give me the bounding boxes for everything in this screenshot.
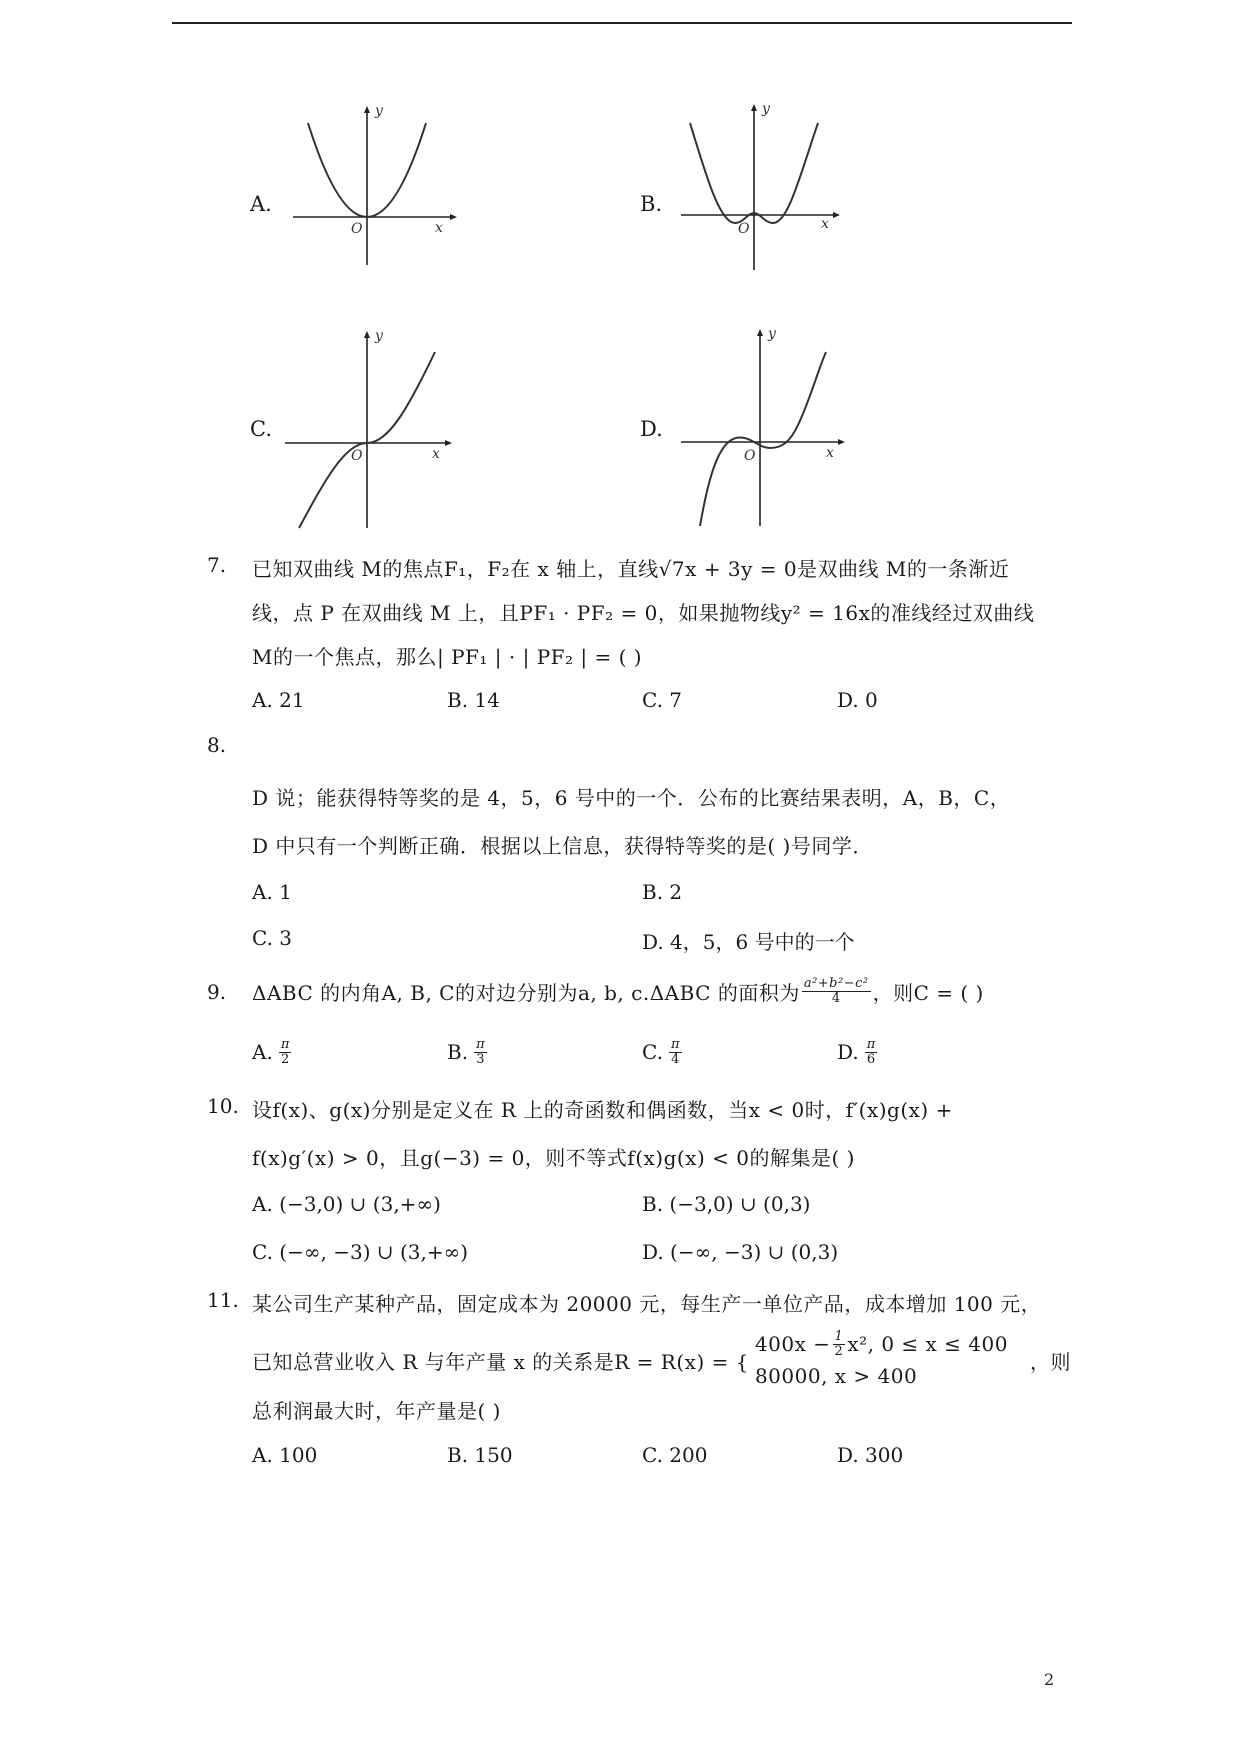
graph-d: [678, 326, 858, 530]
q11-piecewise: [755, 1328, 1008, 1392]
q10-option-b: B. (−3,0) ∪ (0,3): [642, 1192, 811, 1216]
q11-piece-row-2: 80000, x > 400: [754, 1364, 918, 1388]
q10-number: 10.: [207, 1094, 239, 1118]
q7-line-3: M的一个焦点，那么| PF₁ | · | PF₂ | = ( ): [252, 645, 643, 669]
graph-a-label: A.: [250, 192, 272, 216]
header-rule: [172, 22, 1072, 24]
graph-a-origin-label: O: [351, 221, 363, 237]
q9-fraction-denominator: 4: [831, 990, 841, 1006]
graph-b-label: B.: [640, 192, 663, 216]
graph-a: [285, 105, 465, 270]
graph-d-curve: [700, 352, 826, 526]
q8-line-2: D 中只有一个判断正确．根据以上信息，获得特等奖的是( )号同学．: [252, 834, 873, 858]
q8-option-a: A. 1: [252, 880, 292, 904]
q9-option-d-den: 6: [866, 1051, 876, 1067]
q7-option-a: A. 21: [252, 688, 305, 712]
q11-case-frac-num: 1: [834, 1328, 844, 1344]
q9-option-a: [252, 1038, 293, 1066]
q11-line-3: 总利润最大时，年产量是( ): [252, 1399, 501, 1423]
graph-c-label: C.: [250, 417, 272, 441]
q8-option-b: B. 2: [642, 880, 683, 904]
q9-number: 9.: [207, 980, 227, 1004]
q11-line-2-text: 已知总营业收入 R 与年产量 x 的关系是R = R(x) = {: [252, 1349, 749, 1374]
q9-stem-tail: ，则C = ( ): [872, 980, 984, 1005]
q9-stem-text: ΔABC 的内角A, B, C的对边分别为a, b, c.ΔABC 的面积为: [252, 980, 800, 1005]
q11-piece-row-1: [755, 1328, 1008, 1360]
q9-option-b-den: 3: [476, 1051, 485, 1067]
graph-a-y-label: y: [375, 103, 383, 119]
q11-line-2: [252, 1320, 1071, 1400]
q11-option-d: D. 300: [837, 1443, 904, 1467]
graph-c: [285, 330, 465, 530]
q9-option-a-label: A.: [252, 1040, 273, 1065]
q11-option-a: A. 100: [252, 1443, 318, 1467]
q8-option-c: C. 3: [252, 926, 293, 950]
q10-option-d: D. (−∞, −3) ∪ (0,3): [642, 1240, 839, 1264]
q9-option-a-fraction: [279, 1038, 292, 1066]
q9-option-c: [642, 1038, 684, 1066]
graph-d-x-label: x: [826, 445, 834, 461]
q10-option-c: C. (−∞, −3) ∪ (3,+∞): [252, 1240, 469, 1264]
q9-option-b-label: B.: [447, 1040, 469, 1065]
q9-option-c-den: 4: [671, 1051, 680, 1067]
q11-number: 11.: [207, 1288, 239, 1312]
q11-case-1b: x², 0 ≤ x ≤ 400: [847, 1332, 1008, 1356]
q11-line-1: 某公司生产某种产品，固定成本为 20000 元，每生产一单位产品，成本增加 100 元，: [252, 1292, 1042, 1316]
q9-option-b-fraction: [474, 1038, 487, 1066]
q7-line-2: 线，点 P 在双曲线 M 上，且PF₁ · PF₂ = 0，如果抛物线y² = 16x的准线经过双曲线: [252, 601, 1035, 625]
q8-number: 8.: [207, 733, 227, 757]
q9-option-c-fraction: [669, 1038, 682, 1066]
graph-c-origin-label: O: [351, 448, 363, 464]
q11-case-fraction: [833, 1330, 846, 1358]
graph-b-y-label: y: [762, 101, 770, 117]
q10-line-1: 设f(x)、g(x)分别是定义在 R 上的奇函数和偶函数，当x < 0时，f′(x)g(x) +: [252, 1098, 953, 1122]
graph-a-x-label: x: [435, 220, 443, 236]
graph-c-y-label: y: [375, 328, 383, 344]
q11-option-b: B. 150: [447, 1443, 513, 1467]
q7-number: 7.: [207, 553, 227, 577]
graph-d-y-label: y: [768, 326, 776, 342]
q9-option-b: [447, 1038, 489, 1066]
q11-case-1a: 400x −: [754, 1332, 831, 1356]
graph-b: [678, 101, 858, 270]
q8-option-d: D. 4，5，6 号中的一个: [642, 930, 855, 954]
q9-stem: [252, 968, 984, 1014]
q7-option-c: C. 7: [642, 688, 683, 712]
q10-line-2: f(x)g′(x) > 0，且g(−3) = 0，则不等式f(x)g(x) < 0的解集是( ): [252, 1146, 855, 1170]
q9-option-d-label: D.: [837, 1040, 859, 1065]
q9-option-c-num: π: [670, 1037, 680, 1052]
q9-fraction-numerator: a²+b²−c²: [803, 975, 869, 991]
page-number: 2: [1044, 1670, 1055, 1689]
q7-option-d: D. 0: [837, 688, 878, 712]
graph-c-x-label: x: [432, 446, 440, 462]
q11-line-2-tail: ，则: [1029, 1349, 1071, 1374]
q7-option-b: B. 14: [447, 688, 500, 712]
q8-line-1: D 说；能获得特等奖的是 4，5，6 号中的一个．公布的比赛结果表明，A，B，C，: [252, 786, 1011, 810]
q9-option-a-den: 2: [280, 1051, 290, 1067]
graph-b-x-label: x: [821, 216, 829, 232]
graph-d-origin-label: O: [744, 448, 756, 464]
q9-area-fraction: [802, 977, 871, 1005]
q9-option-b-num: π: [476, 1037, 485, 1052]
q10-option-a: A. (−3,0) ∪ (3,+∞): [252, 1192, 441, 1216]
q9-option-c-label: C.: [642, 1040, 663, 1065]
graph-d-label: D.: [640, 417, 663, 441]
q11-case-frac-den: 2: [834, 1343, 844, 1359]
q7-line-1: 已知双曲线 M的焦点F₁，F₂在 x 轴上，直线√7x + 3y = 0是双曲线 M的一条渐近: [252, 557, 1010, 581]
q11-option-c: C. 200: [642, 1443, 708, 1467]
q9-option-a-num: π: [280, 1037, 290, 1052]
graph-b-origin-label: O: [738, 221, 750, 237]
q9-option-d: [837, 1038, 879, 1066]
q9-option-d-fraction: [865, 1038, 878, 1066]
q9-option-d-num: π: [866, 1037, 876, 1052]
